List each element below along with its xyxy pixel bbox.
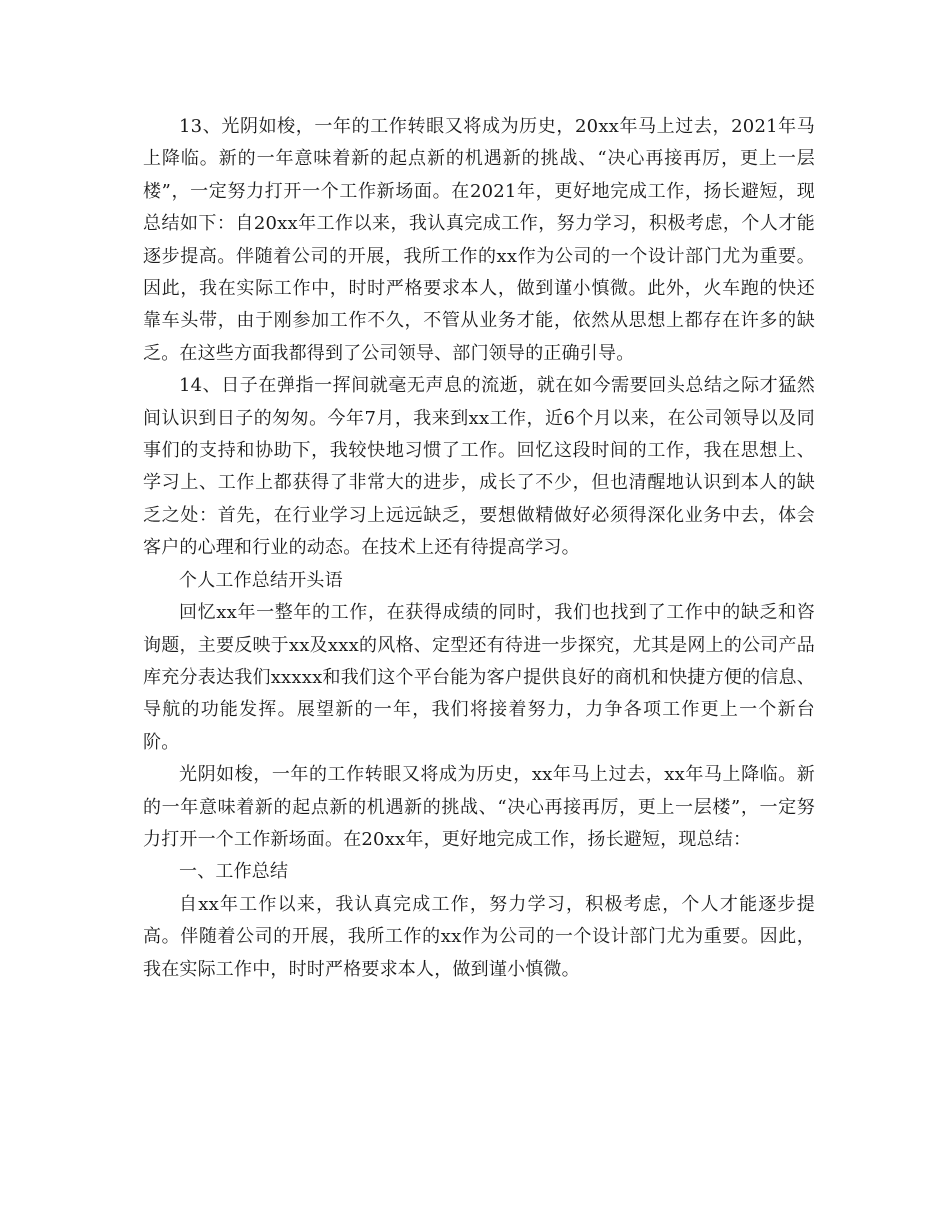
paragraph-since-work: 自xx年工作以来，我认真完成工作，努力学习，积极考虑，个人才能逐步提高。伴随着公司的开展，我所工作的xx作为公司的一个设计部门尤为重要。因此，我在实际工作中，时时严格要求本人，做到谨小慎微。 xyxy=(143,893,815,980)
section-heading-opening: 个人工作总结开头语 xyxy=(179,569,343,591)
paragraph-time-flies: 光阴如梭，一年的工作转眼又将成为历史，xx年马上过去，xx年马上降临。新的一年意味着新的起点新的机遇新的挑战、“决心再接再厉，更上一层楼”，一定努力打开一个工作新场面。在20xx年，更好地完成工作，扬长避短，现总结： xyxy=(143,764,815,850)
paragraph-review: 回忆xx年一整年的工作，在获得成绩的同时，我们也找到了工作中的缺乏和咨询题，主要反映于xx及xxx的风格、定型还有待进一步探究，尤其是网上的公司产品库充分表达我们xxxxx和我们这个平台能为客户提供良好的商机和快捷方便的信息、导航的功能发挥。展望新的一年，我们将接着努力，力争各项工作更上一个新台阶。 xyxy=(143,602,815,753)
paragraph-13: 13、光阴如梭，一年的工作转眼又将成为历史，20xx年马上过去，2021年马上降临。新的一年意味着新的起点新的机遇新的挑战、“决心再接再厉，更上一层楼”，一定努力打开一个工作新场面。在2021年，更好地完成工作，扬长避短，现总结如下：自20xx年工作以来，我认真完成工作，努力学习，积极考虑，个人才能逐步提高。伴随着公司的开展，我所工作的xx作为公司的一个设计部门尤为重要。因此，我在实际工作中，时时严格要求本人，做到谨小慎微。此外，火车跑的快还靠车头带，由于刚参加工作不久，不管从业务才能，依然从思想上都存在许多的缺乏。在这些方面我都得到了公司领导、部门领导的正确引导。 xyxy=(143,116,815,364)
section-heading-work-summary: 一、工作总结 xyxy=(179,861,289,883)
document-body xyxy=(143,111,815,986)
paragraph-14: 14、日子在弹指一挥间就毫无声息的流逝，就在如今需要回头总结之际才猛然间认识到日子的匆匆。今年7月，我来到xx工作，近6个月以来，在公司领导以及同事们的支持和协助下，我较快地习惯了工作。回忆这段时间的工作，我在思想上、学习上、工作上都获得了非常大的进步，成长了不少，但也清醒地认识到本人的缺乏之处：首先，在行业学习上远远缺乏，要想做精做好必须得深化业务中去，体会客户的心理和行业的动态。在技术上还有待提高学习。 xyxy=(143,375,815,559)
